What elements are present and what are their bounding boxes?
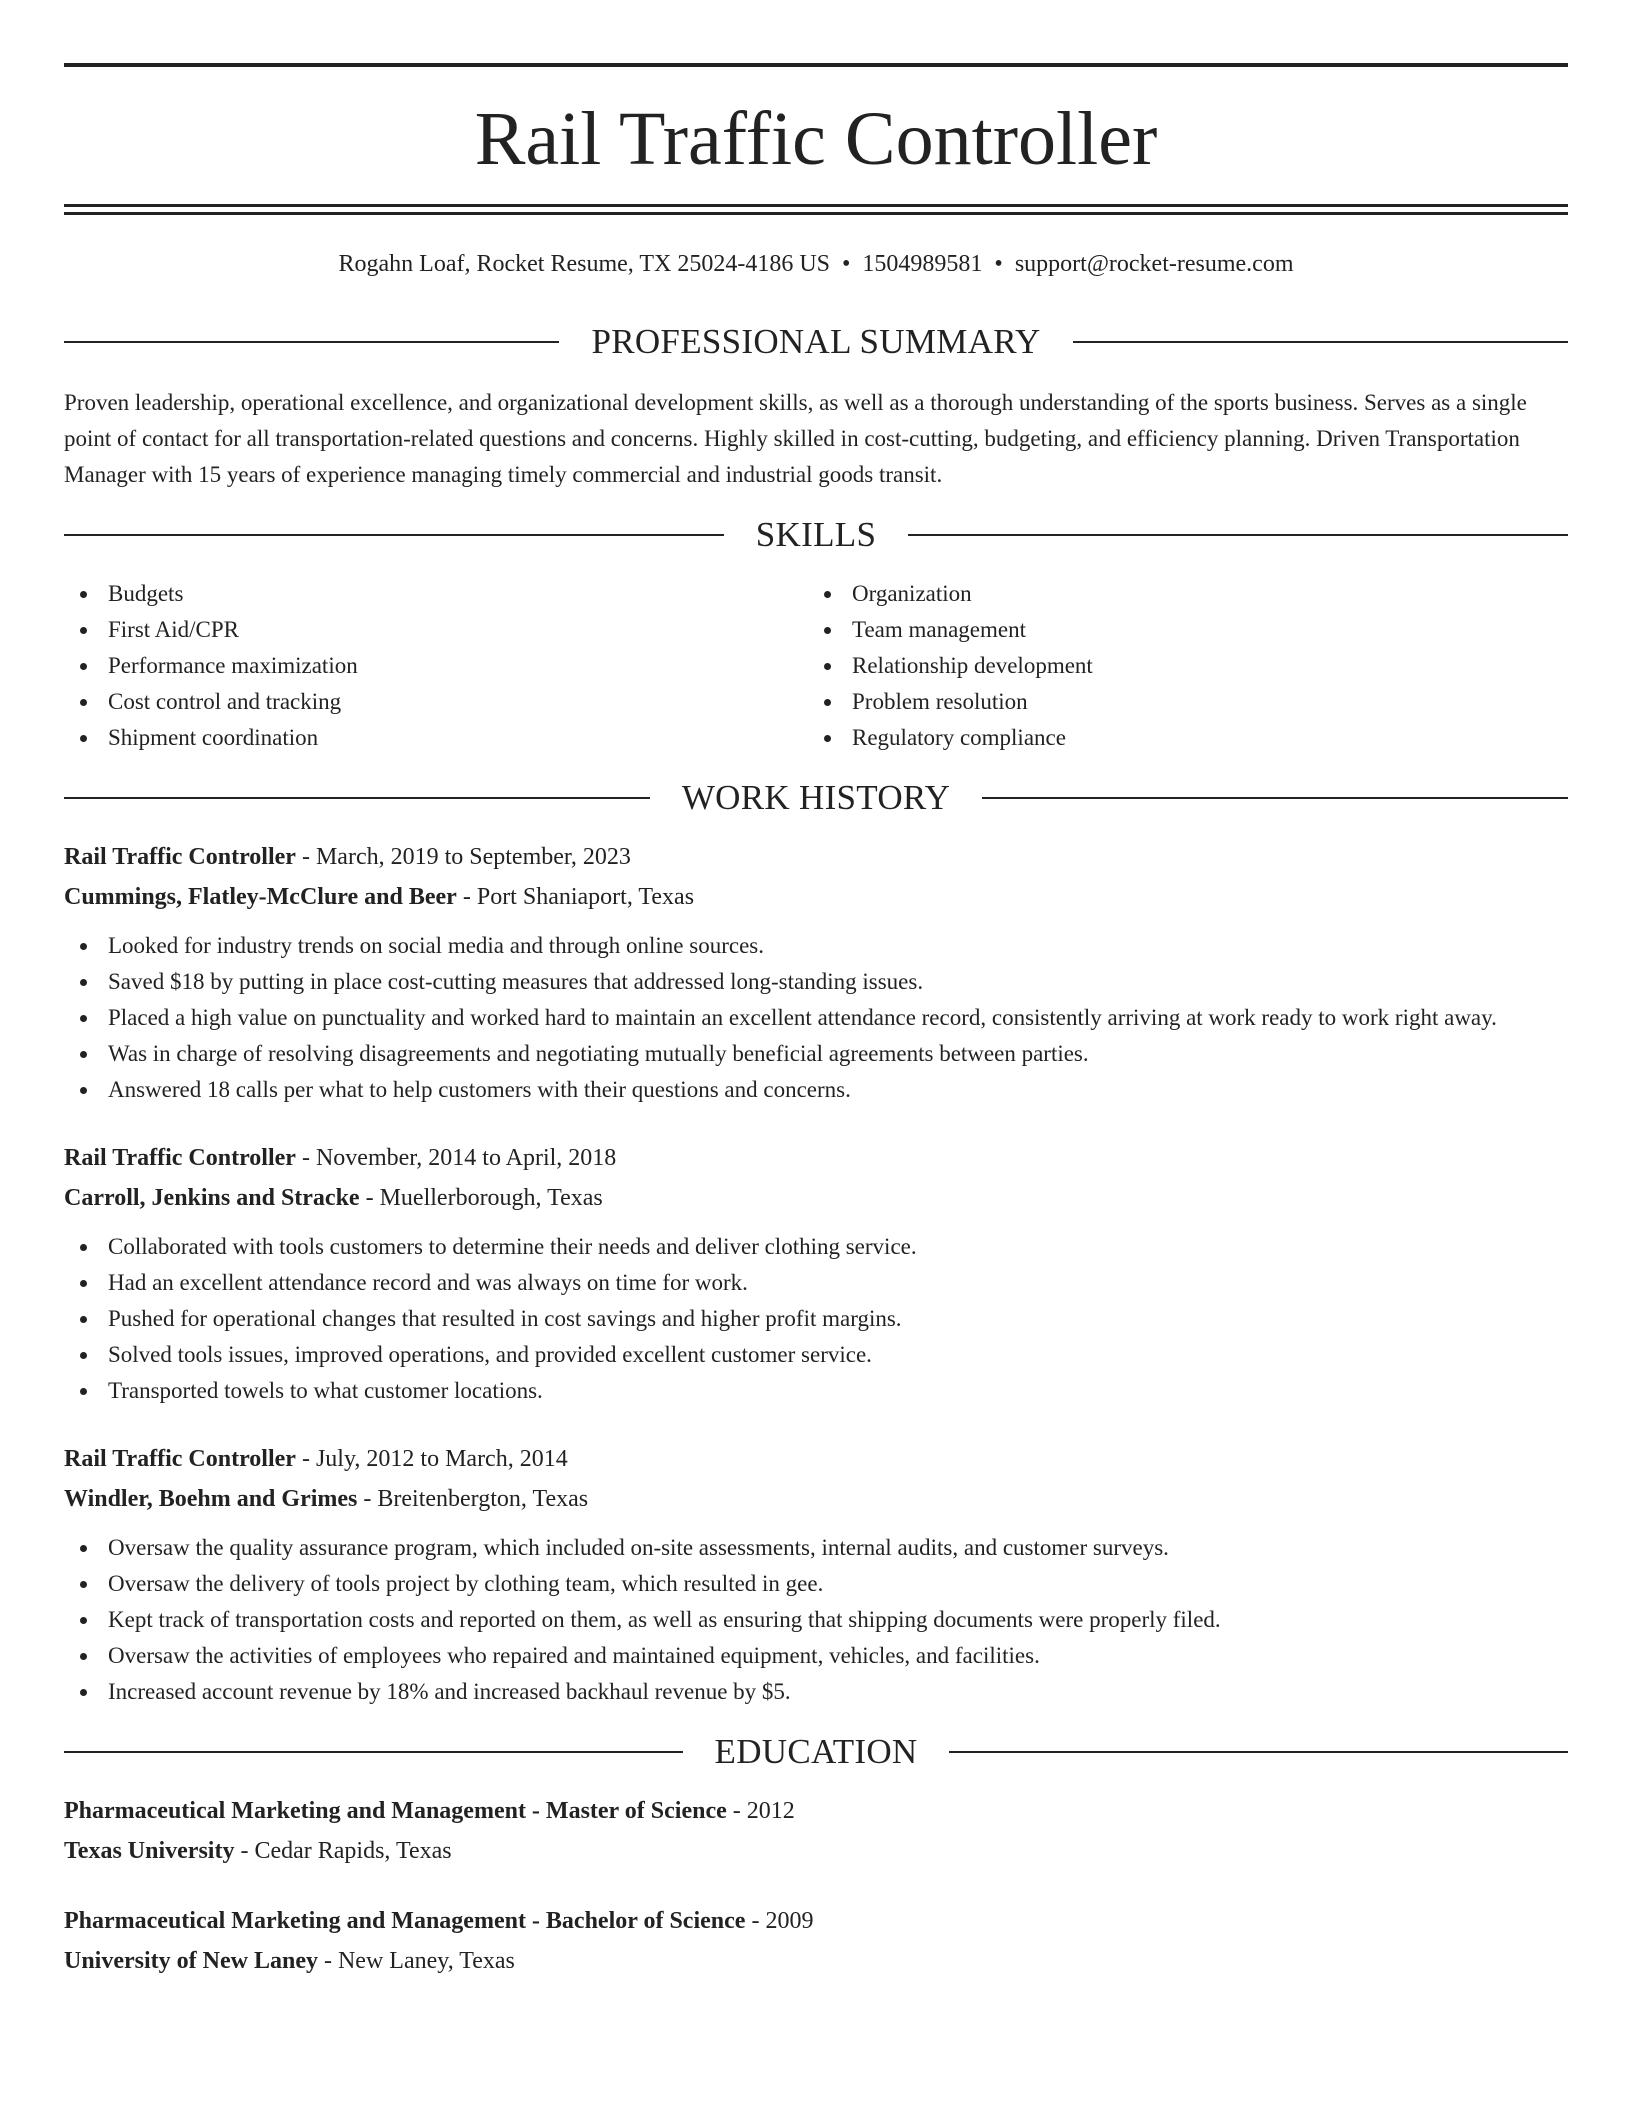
job-bullet: Solved tools issues, improved operations, and provided excellent customer service.: [64, 1337, 1568, 1373]
job-bullets: [64, 1530, 1568, 1710]
heading-rule-left: [64, 797, 650, 799]
education-degree: Pharmaceutical Marketing and Management - Bachelor of Science: [64, 1908, 746, 1934]
skill-item: First Aid/CPR: [64, 612, 816, 648]
job-bullet: Increased account revenue by 18% and increased backhaul revenue by $5.: [64, 1674, 1568, 1710]
job-bullet: Placed a high value on punctuality and worked hard to maintain an excellent attendance record, consistently arriving at work ready to work right away.: [64, 1000, 1568, 1036]
skill-item: Budgets: [64, 576, 816, 612]
job-title: Rail Traffic Controller: [64, 1145, 296, 1171]
education-section-heading: [64, 1734, 1568, 1769]
education-degree: Pharmaceutical Marketing and Management - Master of Science: [64, 1798, 727, 1824]
skill-item: Problem resolution: [808, 684, 1560, 720]
top-rule: [64, 63, 1568, 67]
contact-phone: 1504989581: [862, 251, 983, 277]
job-entry: [64, 1439, 1568, 1710]
heading-rule-left: [64, 341, 559, 343]
skill-item: Shipment coordination: [64, 720, 816, 756]
skills-section-heading: [64, 517, 1568, 552]
job-bullet: Pushed for operational changes that resulted in cost savings and higher profit margins.: [64, 1301, 1568, 1337]
skill-item: Cost control and tracking: [64, 684, 816, 720]
skills-column-left: [64, 576, 816, 756]
heading-rule-left: [64, 534, 724, 536]
job-company-line: Windler, Boehm and Grimes - Breitenbergton, Texas: [64, 1486, 589, 1512]
skill-item: Regulatory compliance: [808, 720, 1560, 756]
skill-item: Team management: [808, 612, 1560, 648]
job-title-line: Rail Traffic Controller - November, 2014 to April, 2018: [64, 1145, 617, 1171]
summary-heading: PROFESSIONAL SUMMARY: [591, 322, 1041, 361]
skills-list: [64, 576, 1568, 756]
education-degree-line: Pharmaceutical Marketing and Management - Master of Science - 2012: [64, 1798, 795, 1824]
job-location: Port Shaniaport, Texas: [476, 884, 695, 910]
skills-heading: SKILLS: [755, 515, 877, 554]
contact-separator: •: [842, 251, 851, 277]
job-bullets: [64, 928, 1568, 1108]
contact-email: support@rocket-resume.com: [1014, 251, 1294, 277]
heading-rule-left: [64, 1751, 683, 1753]
job-bullet: Was in charge of resolving disagreements and negotiating mutually beneficial agreements between parties.: [64, 1036, 1568, 1072]
job-company: Carroll, Jenkins and Stracke: [64, 1185, 360, 1211]
education-location: New Laney, Texas: [337, 1948, 515, 1974]
skill-item: Organization: [808, 576, 1560, 612]
job-title: Rail Traffic Controller: [64, 1446, 296, 1472]
work-section-heading: [64, 780, 1568, 815]
job-dates: July, 2012 to March, 2014: [315, 1446, 568, 1472]
education-degree-line: Pharmaceutical Marketing and Management - Bachelor of Science - 2009: [64, 1908, 814, 1934]
job-bullet: Oversaw the activities of employees who repaired and maintained equipment, vehicles, and facilities.: [64, 1638, 1568, 1674]
job-location: Muellerborough, Texas: [379, 1185, 603, 1211]
education-year: 2009: [765, 1908, 814, 1934]
skill-item: Relationship development: [808, 648, 1560, 684]
heading-rule-right: [982, 797, 1568, 799]
job-entry: [64, 837, 1568, 1108]
job-company-line: Cummings, Flatley-McClure and Beer - Port Shaniaport, Texas: [64, 884, 695, 910]
education-school: Texas University: [64, 1838, 235, 1864]
contact-separator: •: [994, 251, 1003, 277]
heading-rule-right: [1073, 341, 1568, 343]
contact-address: Rogahn Loaf, Rocket Resume, TX 25024-4186 US: [338, 251, 830, 277]
job-title-line: Rail Traffic Controller - July, 2012 to March, 2014: [64, 1446, 568, 1472]
job-bullet: Collaborated with tools customers to determine their needs and deliver clothing service.: [64, 1229, 1568, 1265]
job-bullet: Oversaw the delivery of tools project by clothing team, which resulted in gee.: [64, 1566, 1568, 1602]
job-bullet: Looked for industry trends on social media and through online sources.: [64, 928, 1568, 964]
job-entry: [64, 1138, 1568, 1409]
heading-rule-right: [908, 534, 1568, 536]
summary-text: Proven leadership, operational excellence, and organizational development skills, as well as a thorough understanding of the sports business. Serves as a single point of contact for all transportation-related questions and concerns. Highly skilled in cost-cutting, budgeting, and efficiency planning. Driven Transportation Manager with 15 years of experience managing timely commercial and industrial goods transit.: [64, 390, 1527, 487]
job-dates: November, 2014 to April, 2018: [315, 1145, 617, 1171]
job-title: Rail Traffic Controller: [64, 844, 296, 870]
job-bullet: Transported towels to what customer locations.: [64, 1373, 1568, 1409]
contact-line: [64, 252, 1568, 276]
education-school: University of New Laney: [64, 1948, 318, 1974]
job-dates: March, 2019 to September, 2023: [315, 844, 631, 870]
job-company-line: Carroll, Jenkins and Stracke - Muellerborough, Texas: [64, 1185, 603, 1211]
education-entry: [64, 1791, 1568, 1871]
resume-page: [64, 0, 1568, 1981]
summary-section-heading: [64, 324, 1568, 359]
title-double-rule: [64, 204, 1568, 215]
education-heading: EDUCATION: [714, 1732, 918, 1771]
education-year: 2012: [746, 1798, 795, 1824]
job-title-line: Rail Traffic Controller - March, 2019 to September, 2023: [64, 844, 631, 870]
job-company: Windler, Boehm and Grimes: [64, 1486, 358, 1512]
job-bullet: Answered 18 calls per what to help customers with their questions and concerns.: [64, 1072, 1568, 1108]
education-location: Cedar Rapids, Texas: [254, 1838, 452, 1864]
skill-item: Performance maximization: [64, 648, 816, 684]
job-company: Cummings, Flatley-McClure and Beer: [64, 884, 457, 910]
resume-title: Rail Traffic Controller: [474, 97, 1158, 181]
job-bullet: Kept track of transportation costs and reported on them, as well as ensuring that shipping documents were properly filed.: [64, 1602, 1568, 1638]
job-bullets: [64, 1229, 1568, 1409]
education-school-line: University of New Laney - New Laney, Texas: [64, 1948, 515, 1974]
job-bullet: Saved $18 by putting in place cost-cutting measures that addressed long-standing issues.: [64, 964, 1568, 1000]
heading-rule-right: [949, 1751, 1568, 1753]
education-school-line: Texas University - Cedar Rapids, Texas: [64, 1838, 452, 1864]
job-location: Breitenbergton, Texas: [377, 1486, 589, 1512]
job-bullet: Had an excellent attendance record and was always on time for work.: [64, 1265, 1568, 1301]
job-bullet: Oversaw the quality assurance program, which included on-site assessments, internal audits, and customer surveys.: [64, 1530, 1568, 1566]
skills-column-right: [808, 576, 1560, 756]
education-entry: [64, 1901, 1568, 1981]
work-heading: WORK HISTORY: [681, 778, 951, 817]
